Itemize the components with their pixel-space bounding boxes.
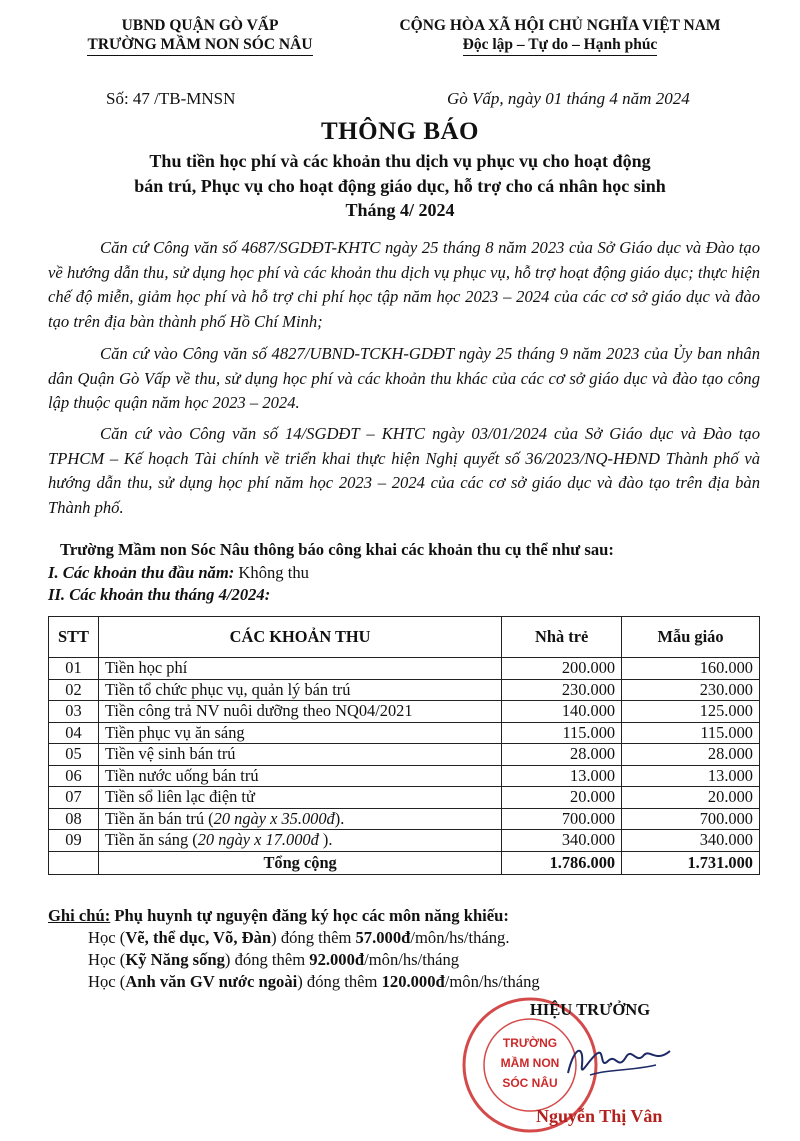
section-1 <box>48 563 309 583</box>
row-kindergarten: 700.000 <box>622 808 760 830</box>
svg-text:SÓC NÂU: SÓC NÂU <box>502 1076 558 1090</box>
row-stt: 05 <box>49 744 99 766</box>
national-header <box>340 16 780 56</box>
place-date: Gò Vấp, ngày 01 tháng 4 năm 2024 <box>447 89 690 108</box>
nation-line-1: CỘNG HÒA XÃ HỘI CHỦ NGHĨA VIỆT NAM <box>399 17 721 34</box>
row-item: Tiền sổ liên lạc điện tử <box>98 787 501 809</box>
row-stt: 01 <box>49 658 99 680</box>
issuing-organization <box>40 16 360 56</box>
section-1-value: Không thu <box>234 563 309 582</box>
legal-basis-paragraph: Căn cứ vào Công văn số 14/SGDĐT – KHTC ngày 03/01/2024 của Sở Giáo dục và Đào tạo TPHCM – Kế hoạch Tài chính về triển khai thực hiện Nghị quyết số 36/2023/NQ-HĐND Thành phố và hướng dẫn thu, sử dụng học phí năm học 2023 – 2024 của các cơ sở giáo dục và đào tạo trên địa bàn Thành phố. <box>48 424 760 517</box>
table-row <box>49 744 760 766</box>
table-row <box>49 722 760 744</box>
subtitle-line-2: bán trú, Phục vụ cho hoạt động giáo dục, hỗ trợ cho cá nhân học sinh <box>134 175 666 196</box>
row-stt: 07 <box>49 787 99 809</box>
subtitle-line-3: Tháng 4/ 2024 <box>345 200 455 220</box>
signer-name: Nguyễn Thị Vân <box>536 1106 663 1126</box>
header-nursery: Nhà trẻ <box>502 617 622 658</box>
note-line: Học (Vẽ, thể dục, Võ, Đàn) đóng thêm 57.000đ/môn/hs/tháng. <box>88 928 510 947</box>
header-item: CÁC KHOẢN THU <box>98 617 501 658</box>
row-kindergarten: 115.000 <box>622 722 760 744</box>
subtitle-line-1: Thu tiền học phí và các khoản thu dịch vụ phục vụ cho hoạt động <box>149 151 651 171</box>
row-item: Tiền ăn sáng (20 ngày x 17.000đ ). <box>98 830 501 852</box>
notes-intro: Phụ huynh tự nguyện đăng ký học các môn năng khiếu: <box>110 906 509 925</box>
row-item: Tiền công trả NV nuôi dưỡng theo NQ04/2021 <box>98 701 501 723</box>
row-stt: 04 <box>49 722 99 744</box>
row-nursery: 28.000 <box>502 744 622 766</box>
table-row <box>49 765 760 787</box>
table-row <box>49 679 760 701</box>
row-kindergarten: 28.000 <box>622 744 760 766</box>
svg-text:TRƯỜNG: TRƯỜNG <box>502 1036 558 1050</box>
table-row <box>49 808 760 830</box>
section-2-label: II. Các khoản thu tháng 4/2024: <box>48 585 271 604</box>
table-row <box>49 658 760 680</box>
row-item: Tiền phục vụ ăn sáng <box>98 722 501 744</box>
total-nursery: 1.786.000 <box>502 851 622 874</box>
table-row <box>49 830 760 852</box>
principal-signature <box>560 1035 680 1085</box>
row-nursery: 115.000 <box>502 722 622 744</box>
table-total-row <box>49 851 760 874</box>
org-line-2: TRƯỜNG MẦM NON SÓC NÂU <box>87 35 312 56</box>
total-blank <box>49 851 99 874</box>
document-number: Số: 47 /TB-MNSN <box>106 89 236 108</box>
note-line: Học (Kỹ Năng sống) đóng thêm 92.000đ/môn/hs/tháng <box>88 950 460 969</box>
row-kindergarten: 20.000 <box>622 787 760 809</box>
row-stt: 03 <box>49 701 99 723</box>
row-kindergarten: 230.000 <box>622 679 760 701</box>
org-line-1: UBND QUẬN GÒ VẤP <box>121 17 279 34</box>
row-kindergarten: 125.000 <box>622 701 760 723</box>
document-title: THÔNG BÁO <box>321 118 479 145</box>
legal-basis-paragraph: Căn cứ vào Công văn số 4827/UBND-TCKH-GDĐT ngày 25 tháng 9 năm 2023 của Ủy ban nhân dân Quận Gò Vấp về thu, sử dụng học phí và các khoản thu khác của các cơ sở giáo dục và đào tạo công lập thuộc quận năm học 2023 – 2024. <box>48 344 760 412</box>
total-label: Tổng cộng <box>98 851 501 874</box>
table-row <box>49 787 760 809</box>
section-1-label: I. Các khoản thu đầu năm: <box>48 563 235 582</box>
row-stt: 09 <box>49 830 99 852</box>
row-stt: 02 <box>49 679 99 701</box>
notes-heading <box>48 906 509 926</box>
note-line: Học (Anh văn GV nước ngoài) đóng thêm 120.000đ/môn/hs/tháng <box>88 972 540 991</box>
header-stt: STT <box>49 617 99 658</box>
row-nursery: 700.000 <box>502 808 622 830</box>
notes-label: Ghi chú: <box>48 906 111 925</box>
table-row <box>49 701 760 723</box>
row-stt: 06 <box>49 765 99 787</box>
nation-motto: Độc lập – Tự do – Hạnh phúc <box>463 35 658 56</box>
row-stt: 08 <box>49 808 99 830</box>
row-nursery: 340.000 <box>502 830 622 852</box>
row-nursery: 230.000 <box>502 679 622 701</box>
announcement-intro: Trường Mầm non Sóc Nâu thông báo công khai các khoản thu cụ thể như sau: <box>60 540 614 559</box>
row-item: Tiền ăn bán trú (20 ngày x 35.000đ). <box>98 808 501 830</box>
legal-basis-paragraph: Căn cứ Công văn số 4687/SGDĐT-KHTC ngày 25 tháng 8 năm 2023 của Sở Giáo dục và Đào tạo về hướng dẫn thu, sử dụng học phí và các khoản thu dịch vụ phục vụ, hỗ trợ hoạt động giáo dục; thực hiện chế độ miễn, giảm học phí và hỗ trợ chi phí học tập năm học 2023 – 2024 của các cơ sở giáo dục và đào tạo trên địa bàn thành phố Hồ Chí Minh; <box>48 238 760 331</box>
row-kindergarten: 340.000 <box>622 830 760 852</box>
header-kindergarten: Mẫu giáo <box>622 617 760 658</box>
fees-table <box>48 616 760 875</box>
row-kindergarten: 13.000 <box>622 765 760 787</box>
document-subtitle <box>80 149 720 223</box>
row-kindergarten: 160.000 <box>622 658 760 680</box>
table-header-row <box>49 617 760 658</box>
principal-title: HIỆU TRƯỞNG <box>529 1000 651 1019</box>
total-kindergarten: 1.731.000 <box>622 851 760 874</box>
row-nursery: 200.000 <box>502 658 622 680</box>
row-item: Tiền vệ sinh bán trú <box>98 744 501 766</box>
row-item: Tiền tổ chức phục vụ, quản lý bán trú <box>98 679 501 701</box>
svg-text:MẦM NON: MẦM NON <box>500 1056 560 1070</box>
row-item: Tiền học phí <box>98 658 501 680</box>
row-nursery: 13.000 <box>502 765 622 787</box>
row-item: Tiền nước uống bán trú <box>98 765 501 787</box>
row-nursery: 20.000 <box>502 787 622 809</box>
row-nursery: 140.000 <box>502 701 622 723</box>
